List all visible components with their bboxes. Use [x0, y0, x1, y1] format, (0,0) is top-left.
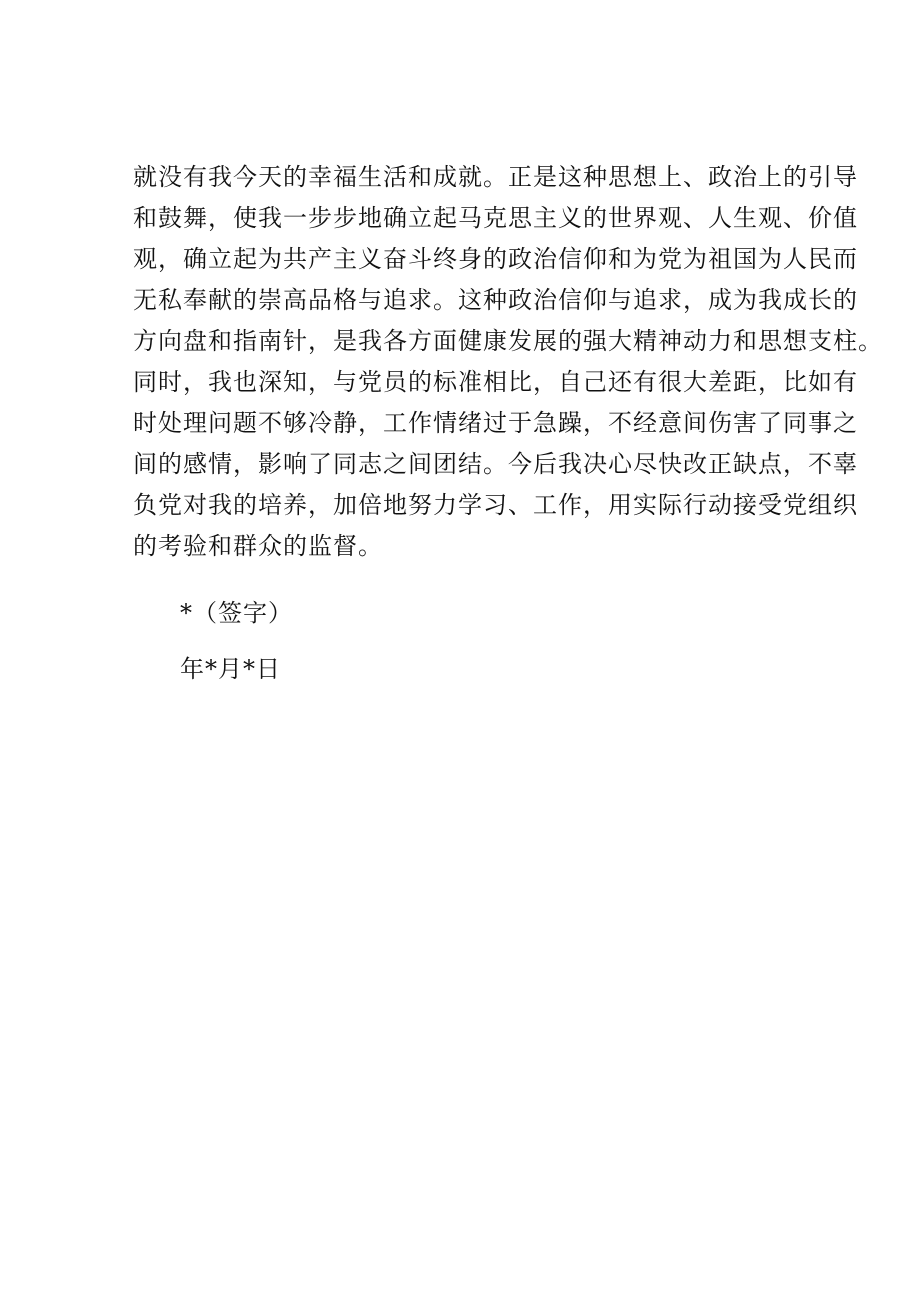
paragraph-line: 间的感情，影响了同志之间团结。今后我决心尽快改正缺点，不辜: [133, 450, 858, 478]
paragraph-line: 时处理问题不够冷静，工作情绪过于急躁，不经意间伤害了同事之: [133, 409, 858, 437]
paragraph-line: 观，确立起为共产主义奋斗终身的政治信仰和为党为祖国为人民而: [133, 245, 858, 273]
paragraph-line: 方向盘和指南针，是我各方面健康发展的强大精神动力和思想支柱。: [133, 327, 883, 355]
paragraph-line: 无私奉献的崇高品格与追求。这种政治信仰与追求，成为我成长的: [133, 286, 858, 314]
body-paragraph: [133, 157, 883, 567]
paragraph-line: 负党对我的培养，加倍地努力学习、工作，用实际行动接受党组织: [133, 491, 858, 519]
paragraph-line: 同时，我也深知，与党员的标准相比，自己还有很大差距，比如有: [133, 368, 858, 396]
date-line: 年*月*日: [180, 655, 281, 683]
signature-line: *（签字）: [180, 599, 293, 627]
paragraph-line: 和鼓舞，使我一步步地确立起马克思主义的世界观、人生观、价值: [133, 204, 858, 232]
paragraph-line: 就没有我今天的幸福生活和成就。正是这种思想上、政治上的引导: [133, 163, 858, 191]
paragraph-line: 的考验和群众的监督。: [133, 532, 383, 560]
